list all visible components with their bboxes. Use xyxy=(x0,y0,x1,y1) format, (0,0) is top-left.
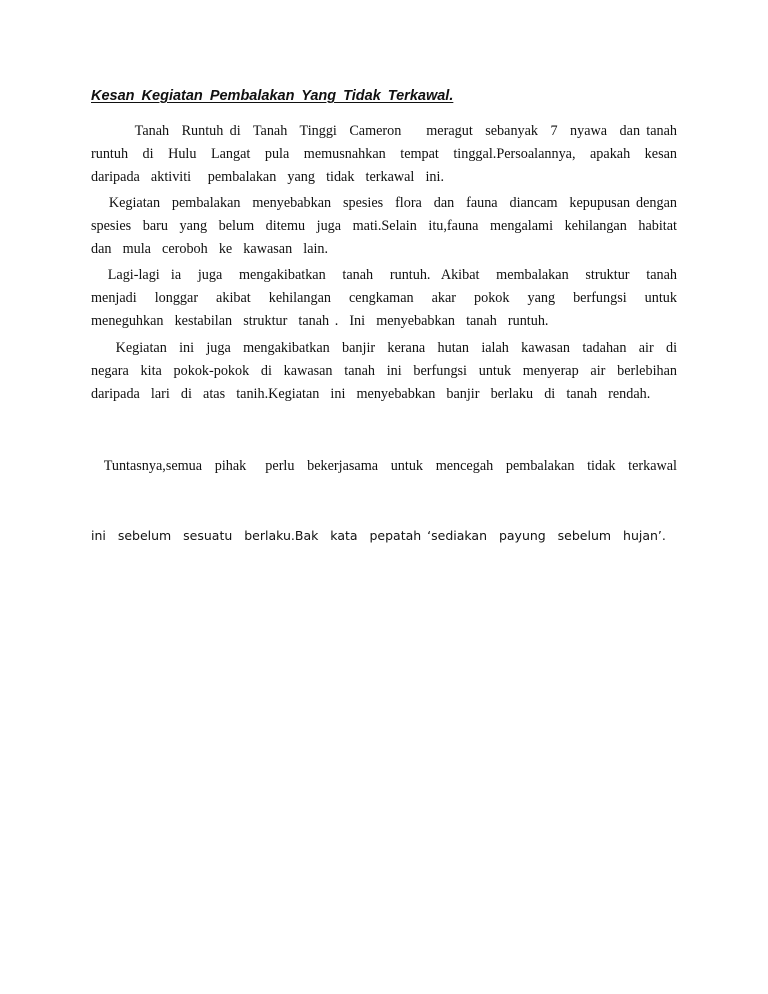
paragraph-2: Kegiatan pembalakan menyebabkan spesies flora dan fauna diancam kepupusan dengan spesies baru yang belum ditemu juga mati.Selain itu,fauna mengalami kehilangan habitat dan mula ceroboh ke kawasan lain. xyxy=(91,195,683,257)
paragraph-5 xyxy=(91,409,677,593)
paragraph-3: Lagi-lagi ia juga mengakibatkan tanah runtuh. Akibat membalakan struktur tanah menjadi longgar akibat kehilangan cengkaman akar pokok yang berfungsi untuk meneguhkan kestabilan struktur tanah . Ini menyebabkan tanah runtuh. xyxy=(91,267,683,329)
paragraph-1: Tanah Runtuh di Tanah Tinggi Cameron meragut sebanyak 7 nyawa dan tanah runtuh di Hulu Langat pula memusnahkan tempat tinggal.Persoalannya, apakah kesan daripada aktiviti pembalakan yang tidak terkawal ini. xyxy=(91,123,683,185)
paragraph-4: Kegiatan ini juga mengakibatkan banjir kerana hutan ialah kawasan tadahan air di negara kita pokok-pokok di kawasan tanah ini berfungsi untuk menyerap air berlebihan daripada lari di atas tanih.Kegiatan ini menyebabkan banjir berlaku di tanah rendah. xyxy=(91,340,683,402)
paragraph-5-line-2: ini sebelum sesuatu berlaku.Bak kata pepatah ‘sediakan payung sebelum hujan’. xyxy=(91,528,666,543)
paragraph-5-line-1: Tuntasnya,semua pihak perlu bekerjasama untuk mencegah pembalakan tidak terkawal xyxy=(91,458,678,474)
document-title: Kesan Kegiatan Pembalakan Yang Tidak Terkawal. xyxy=(91,88,454,104)
